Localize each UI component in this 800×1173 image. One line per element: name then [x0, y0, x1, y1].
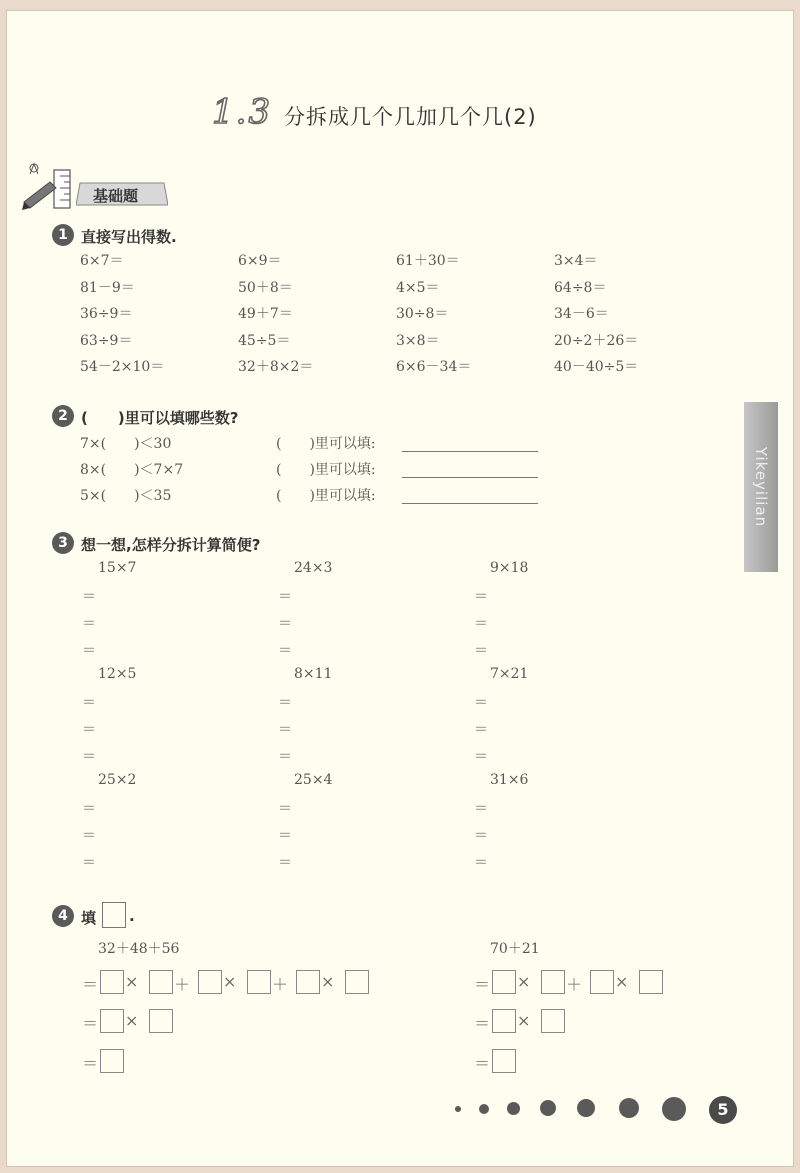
q1-expression: 61＋30＝	[396, 253, 460, 269]
q3-problem: 7×21	[490, 666, 529, 682]
q3-equals: ＝	[278, 749, 292, 765]
footer-dot	[479, 1104, 489, 1114]
answer-box[interactable]	[149, 1009, 173, 1033]
answer-box[interactable]	[541, 1009, 565, 1033]
question-2-number: 2	[52, 405, 74, 427]
footer-dot	[455, 1106, 461, 1112]
footer-dot	[577, 1099, 595, 1117]
q3-equals: ＝	[278, 695, 292, 711]
q1-expression: 49＋7＝	[238, 306, 293, 322]
q1-expression: 32＋8×2＝	[238, 359, 314, 375]
times-sign: ×	[125, 1011, 139, 1030]
equals-sign: ＝	[474, 1054, 491, 1073]
answer-box[interactable]	[247, 970, 271, 994]
q4-left-expression: 32＋48＋56	[98, 941, 180, 957]
q1-expression: 36÷9＝	[80, 306, 133, 322]
q1-expression: 40－40÷5＝	[554, 359, 639, 375]
plus-sign: ＋	[566, 975, 583, 994]
footer-dot	[662, 1097, 686, 1121]
times-sign: ×	[223, 972, 237, 991]
equals-sign: ＝	[82, 1014, 99, 1033]
times-sign: ×	[125, 972, 139, 991]
q3-equals: ＝	[474, 828, 488, 844]
q3-equals: ＝	[474, 801, 488, 817]
side-tab-text: Yikeyilian	[752, 446, 770, 528]
answer-box[interactable]	[492, 1049, 516, 1073]
q3-equals: ＝	[474, 722, 488, 738]
question-4-title-end: .	[129, 907, 135, 925]
times-sign: ×	[517, 1011, 531, 1030]
q3-problem: 15×7	[98, 560, 137, 576]
footer-dot	[619, 1098, 639, 1118]
answer-box[interactable]	[492, 1009, 516, 1033]
q3-problem: 9×18	[490, 560, 529, 576]
question-4-number: 4	[52, 905, 74, 927]
q4-right-expression: 70＋21	[490, 941, 540, 957]
q1-expression: 50＋8＝	[238, 279, 293, 296]
question-2-title: ( )里可以填哪些数?	[81, 409, 239, 427]
q1-expression: 3×8＝	[396, 332, 440, 349]
q3-equals: ＝	[82, 828, 96, 844]
answer-box[interactable]	[345, 970, 369, 994]
q3-problem: 31×6	[490, 772, 529, 788]
q1-expression: 64÷8＝	[554, 279, 607, 296]
q1-expression: 20÷2＋26＝	[554, 332, 639, 349]
answer-box[interactable]	[541, 970, 565, 994]
q2-fill-label: ( )里可以填:	[276, 488, 376, 504]
q3-problem: 24×3	[294, 560, 333, 576]
answer-box[interactable]	[198, 970, 222, 994]
question-1-number: 1	[52, 224, 74, 246]
section-label: 基础题	[93, 187, 139, 205]
equals-sign: ＝	[474, 1014, 491, 1033]
q3-equals: ＝	[82, 695, 96, 711]
equals-sign: ＝	[474, 975, 491, 994]
q3-equals: ＝	[474, 643, 488, 659]
q3-equals: ＝	[82, 749, 96, 765]
lesson-number: 1.3	[212, 92, 273, 132]
footer-dot	[507, 1102, 520, 1115]
answer-box[interactable]	[100, 1009, 124, 1033]
q3-equals: ＝	[278, 589, 292, 605]
q3-equals: ＝	[278, 722, 292, 738]
q1-expression: 63÷9＝	[80, 332, 133, 349]
times-sign: ×	[615, 972, 629, 991]
q3-problem: 25×2	[98, 772, 137, 788]
q3-equals: ＝	[474, 589, 488, 605]
q3-equals: ＝	[278, 828, 292, 844]
q2-answer-line[interactable]	[402, 503, 538, 504]
q1-expression: 4×5＝	[396, 279, 440, 296]
question-4-title: 填	[81, 909, 97, 927]
q2-fill-label: ( )里可以填:	[276, 462, 376, 478]
q2-answer-line[interactable]	[402, 451, 538, 452]
answer-box[interactable]	[492, 970, 516, 994]
answer-box[interactable]	[100, 1049, 124, 1073]
answer-box[interactable]	[296, 970, 320, 994]
q3-equals: ＝	[474, 749, 488, 765]
q1-expression: 6×6－34＝	[396, 359, 472, 375]
q3-equals: ＝	[82, 801, 96, 817]
q2-inequality: 8×( )＜7×7	[80, 462, 184, 478]
q1-expression: 30÷8＝	[396, 306, 449, 322]
equals-sign: ＝	[82, 975, 99, 994]
q3-equals: ＝	[278, 855, 292, 871]
q3-equals: ＝	[82, 616, 96, 632]
question-1-title: 直接写出得数.	[81, 228, 177, 246]
times-sign: ×	[517, 972, 531, 991]
q3-equals: ＝	[278, 643, 292, 659]
q3-equals: ＝	[474, 695, 488, 711]
q2-inequality: 7×( )＜30	[80, 436, 172, 452]
plus-sign: ＋	[174, 975, 191, 994]
q3-equals: ＝	[82, 643, 96, 659]
pencil-ruler-icon	[20, 160, 80, 212]
answer-box[interactable]	[590, 970, 614, 994]
plus-sign: ＋	[272, 975, 289, 994]
question-3-title: 想一想,怎样分拆计算简便?	[81, 536, 261, 554]
times-sign: ×	[321, 972, 335, 991]
q3-equals: ＝	[82, 855, 96, 871]
question-3-number: 3	[52, 532, 74, 554]
equals-sign: ＝	[82, 1054, 99, 1073]
q1-expression: 3×4＝	[554, 253, 598, 269]
q1-expression: 34－6＝	[554, 306, 609, 322]
title-answer-box	[102, 902, 126, 928]
q3-equals: ＝	[82, 589, 96, 605]
q1-expression: 6×9＝	[238, 253, 282, 269]
q3-problem: 12×5	[98, 666, 137, 682]
q2-fill-label: ( )里可以填:	[276, 436, 376, 452]
q1-expression: 81－9＝	[80, 279, 135, 296]
q3-equals: ＝	[278, 801, 292, 817]
answer-box[interactable]	[100, 970, 124, 994]
q1-expression: 45÷5＝	[238, 332, 291, 349]
answer-box[interactable]	[639, 970, 663, 994]
q3-equals: ＝	[474, 855, 488, 871]
q1-expression: 54－2×10＝	[80, 359, 165, 375]
answer-box[interactable]	[149, 970, 173, 994]
page-number: 5	[709, 1096, 737, 1124]
q2-inequality: 5×( )＜35	[80, 488, 172, 504]
lesson-title: 分拆成几个几加几个几(2)	[284, 105, 537, 129]
q3-equals: ＝	[82, 722, 96, 738]
q2-answer-line[interactable]	[402, 477, 538, 478]
footer-dot	[540, 1100, 556, 1116]
q3-equals: ＝	[278, 616, 292, 632]
q1-expression: 6×7＝	[80, 253, 124, 269]
q3-problem: 25×4	[294, 772, 333, 788]
q3-problem: 8×11	[294, 666, 333, 682]
q3-equals: ＝	[474, 616, 488, 632]
